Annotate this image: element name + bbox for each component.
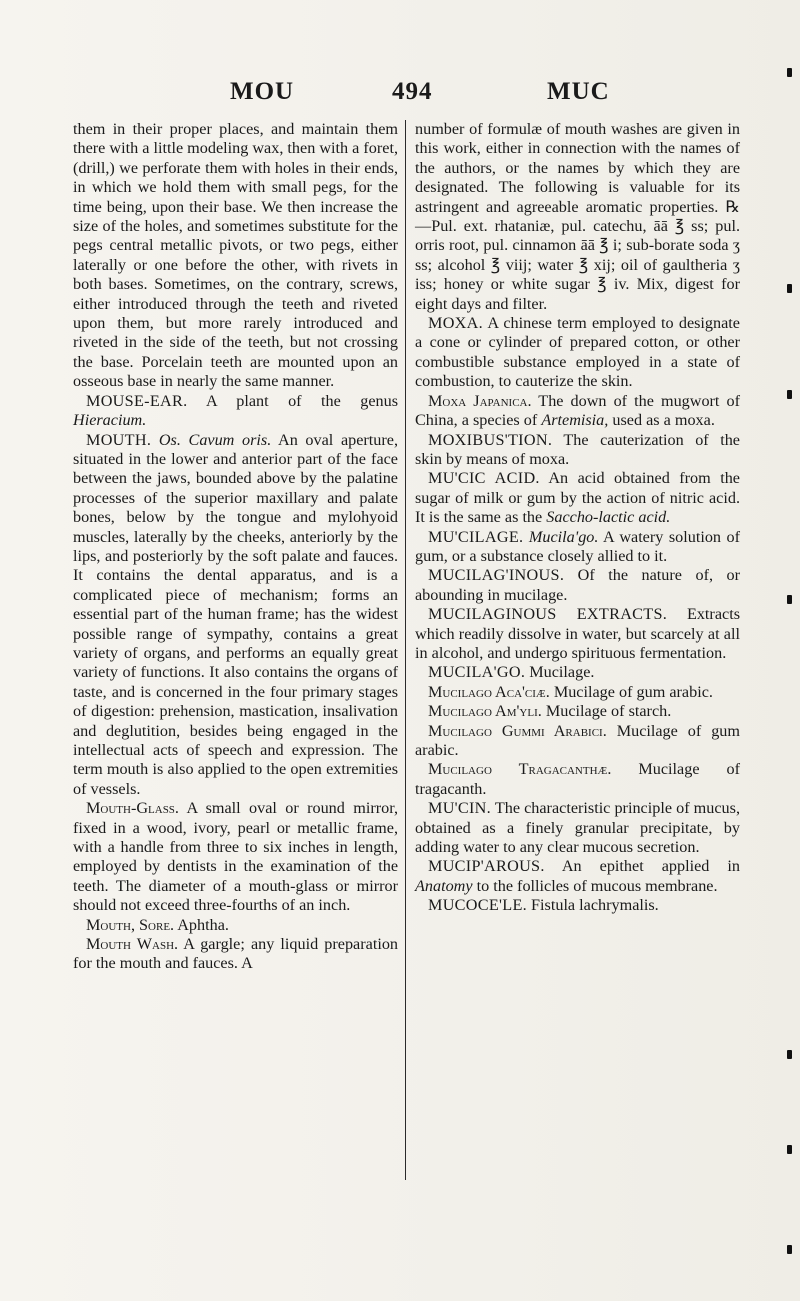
entry-text: A chinese term employed to designate a cone or cylinder of prepared cotton, or other combustible substance employed in a state of combustion, to cauterize the skin. <box>415 314 740 391</box>
entry-headword: MU'CIC ACID. <box>428 469 540 488</box>
dictionary-entry <box>415 760 740 799</box>
dictionary-entry <box>415 857 740 896</box>
left-column <box>73 120 398 974</box>
header-left-guide-word: MOU <box>230 78 295 105</box>
entry-text: An oval aperture, situated in the lower and anterior part of the face between the jaws, bounded above by the palatine processes of the superior maxillary and palate bones, below by the tongue and mylohyoid muscles, laterally by the cheeks, anteriorly by the lips, and posteriorly by the soft palate and fauces. It contains the dental apparatus, and is a complicated piece of mechanism; forms an essential part of the human frame; has the widest possible range of sympathy, contains a great variety of organs, and performs an equally great variety of functions. It also contains the organs of taste, and is concerned in the four primary stages of digestion: prehension, mastication, insalivation and deglutition, besides being engaged in the intellectual acts of speech and expression. The term mouth is also applied to the open extremities of vessels. <box>73 430 399 798</box>
entry-headword: MUCILAG'INOUS. <box>428 566 565 585</box>
dictionary-entry <box>415 683 740 702</box>
entry-headword: Mucilago Gummi Arabici. <box>428 721 607 740</box>
margin-mark <box>787 390 792 399</box>
italic-term: Hieracium. <box>73 411 147 430</box>
dictionary-entry <box>415 528 740 567</box>
latin-term: Os. Cavum oris. <box>151 430 272 449</box>
italic-term: Artemisia, <box>541 411 609 430</box>
entry-text: them in their proper places, and maintain them there with a little modeling wax, then with a foret, (drill,) we perforate them with holes in their ends, in which we hold them with small pegs, for the time being, upon their base. We then increase the size of the holes, and sometimes substitute for the pegs central metallic pivots, or two pegs, either laterally or one before the other, with rivets in both bases. Sometimes, on the contrary, screws, either introduced through the teeth and riveted upon them, but more rarely introduced and riveted in the side of the teeth, but not crossing the base. Porcelain teeth are mounted upon an osseous base in nearly the same manner. <box>73 120 399 391</box>
running-header <box>60 78 760 112</box>
dictionary-entry <box>73 916 398 935</box>
entry-headword: MOUTH. <box>86 430 152 449</box>
entry-headword: Mucilago Am'yli. <box>428 702 542 721</box>
dictionary-entry <box>415 392 740 431</box>
right-column <box>415 120 740 916</box>
dictionary-entry <box>415 314 740 392</box>
italic-term: Anatomy <box>415 876 473 895</box>
entry-text: Mucilage of gum arabic. <box>415 721 740 759</box>
entry-headword: Moxa Japanica. <box>428 391 532 410</box>
entry-text: Mucilage of starch. <box>541 702 672 721</box>
entry-headword: Mucilago Aca'ciæ. <box>428 682 550 701</box>
entry-text: An epithet applied in <box>544 857 740 876</box>
entry-headword: Mucilago Tragacanthæ. <box>428 760 612 779</box>
margin-mark <box>787 1245 792 1254</box>
entry-headword: MOUSE-EAR. <box>86 391 188 410</box>
dictionary-entry <box>73 392 398 431</box>
dictionary-entry <box>415 605 740 663</box>
entry-headword: MU'CILAGE. <box>428 527 524 546</box>
entry-headword: Mouth-Glass. <box>86 799 179 818</box>
dictionary-entry <box>415 469 740 527</box>
entry-text: The down of the mugwort of China, a species of <box>415 391 740 430</box>
entry-headword: MUCILAGINOUS EXTRACTS. <box>428 605 668 624</box>
entry-text: to the follicles of mucous membrane. <box>472 876 718 895</box>
dictionary-entry <box>415 702 740 721</box>
entry-headword: MOXA. <box>428 314 484 333</box>
entry-text: Mucilage. <box>525 663 595 682</box>
entry-headword: MU'CIN. <box>428 799 492 818</box>
entry-text: A gargle; any liquid preparation for the mouth and fauces. A <box>73 935 399 973</box>
italic-term: Saccho-lactic acid. <box>546 508 671 527</box>
header-right-guide-word: MUC <box>547 78 610 105</box>
entry-text: Mucilage of gum arabic. <box>549 682 713 701</box>
entry-text: Mucilage of tragacanth. <box>415 760 740 798</box>
entry-text: used as a moxa. <box>608 411 715 430</box>
entry-headword: Mouth Wash. <box>86 935 179 954</box>
margin-mark <box>787 68 792 77</box>
entry-headword: MUCILA'GO. <box>428 663 526 682</box>
entry-continuation <box>415 120 740 314</box>
dictionary-entry <box>415 896 740 915</box>
dictionary-entry <box>415 431 740 470</box>
entry-text: The cauterization of the skin by means of moxa. <box>415 430 740 468</box>
margin-mark <box>787 284 792 293</box>
entry-text: The characteristic principle of mucus, obtained as a finely granular precipitate, by adding water to any clear mucous secretion. <box>415 799 740 857</box>
entry-text: Extracts which readily dissolve in water, but scarcely at all in alcohol, and undergo spirituous fermentation. <box>415 605 740 662</box>
entry-headword: MUCIP'AROUS. <box>428 857 545 876</box>
dictionary-entry <box>415 566 740 605</box>
entry-text: Fistula lachrymalis. <box>527 896 659 915</box>
dictionary-entry <box>415 799 740 857</box>
page-number: 494 <box>392 78 433 105</box>
dictionary-entry <box>73 799 398 915</box>
dictionary-entry <box>73 935 398 974</box>
entry-continuation <box>73 120 398 392</box>
dictionary-entry <box>415 722 740 761</box>
margin-mark <box>787 1145 792 1154</box>
entry-text: Of the nature of, or abounding in mucilage. <box>415 566 740 604</box>
latin-term: Mucila'go. <box>523 527 599 546</box>
entry-headword: Mouth, Sore. <box>86 915 175 934</box>
dictionary-entry <box>73 431 398 800</box>
entry-text: Aphtha. <box>174 915 229 934</box>
entry-text: A small oval or round mirror, fixed in a wood, ivory, pearl or metallic frame, with a handle from three to six inches in length, employed by dentists in the examination of the teeth. The diameter of a mouth-glass or mirror should not exceed three-fourths of an inch. <box>73 799 398 915</box>
dictionary-entry <box>415 663 740 682</box>
entry-text: An acid obtained from the sugar of milk or gum by the action of nitric acid. It is the same as the <box>415 469 740 527</box>
entry-headword: MUCOCE'LE. <box>428 896 527 915</box>
entry-text: A plant of the genus <box>187 391 398 410</box>
margin-marks <box>775 0 800 1301</box>
margin-mark <box>787 595 792 604</box>
entry-text: number of formulæ of mouth washes are given in this work, either in connection with the names of the authors, or the names by which they are designated. The following is valuable for its astringent and agreeable aromatic properties. ℞—Pul. ext. rhataniæ, pul. catechu, āā ℥ ss; pul. orris root, pul. cinnamon āā ℥ i; sub-borate soda ʒ ss; alcohol ℥ viij; water ℥ xij; oil of gaultheria ʒ iss; honey or white sugar ℥ iv. Mix, digest for eight days and filter. <box>415 120 740 313</box>
margin-mark <box>787 1050 792 1059</box>
entry-headword: MOXIBUS'TION. <box>428 430 553 449</box>
column-divider <box>405 120 406 1180</box>
entry-text: A watery solution of gum, or a substance closely allied to it. <box>415 527 740 565</box>
